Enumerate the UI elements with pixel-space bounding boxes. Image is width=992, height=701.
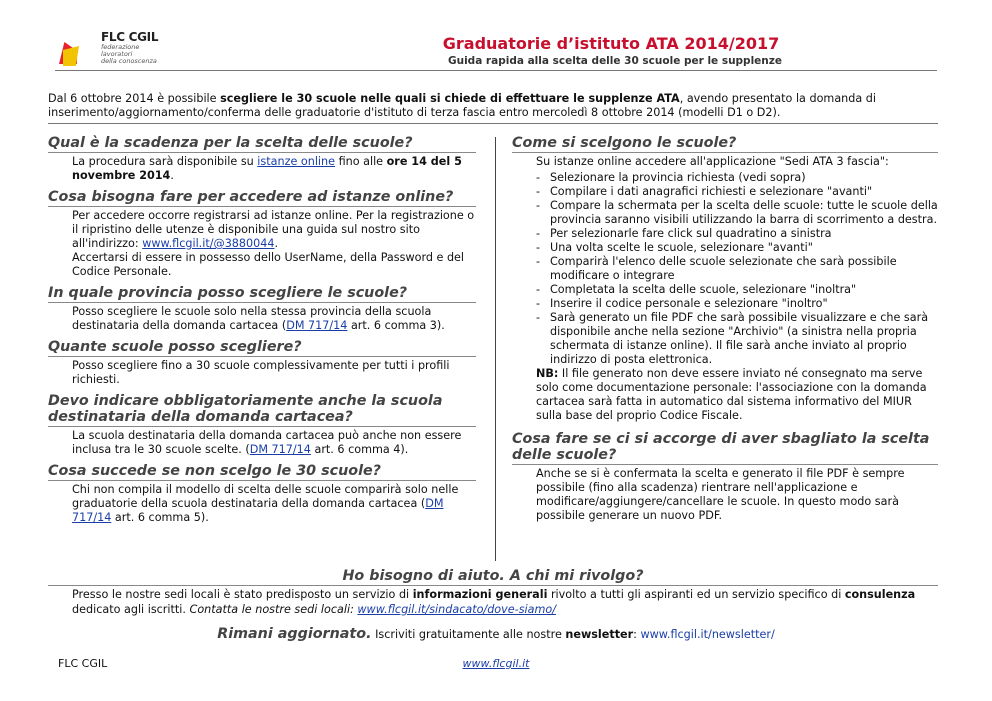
step-item: - Comparirà l'elenco delle scuole selezionate che sarà possibile modificare o integrare xyxy=(536,255,938,283)
question-mistake: Cosa fare se ci si accorge di aver sbagliato la scelta delle scuole? xyxy=(512,431,938,465)
answer-no-choice xyxy=(48,483,476,525)
steps-intro: Su istanze online accedere all'applicazione "Sedi ATA 3 fascia": xyxy=(536,155,889,168)
help-text: dedicato agli iscritti. xyxy=(72,602,190,616)
dm-717-link[interactable]: DM 717/14 xyxy=(286,319,348,332)
answer-text: art. 6 comma 3). xyxy=(347,319,445,332)
answer-access xyxy=(48,209,476,279)
deadline-bold: ore 14 del 5 novembre 2014 xyxy=(72,155,462,182)
answer-how-many: Posso scegliere fino a 30 scuole complessivamente per tutti i profili richiesti. xyxy=(72,359,450,386)
left-column xyxy=(48,135,476,531)
question-how-many: Quante scuole posso scegliere? xyxy=(48,339,476,357)
intro-bold: scegliere le 30 scuole nelle quali si chiede di effettuare le supplenze ATA xyxy=(220,92,680,105)
step-item: - Sarà generato un file PDF che sarà possibile visualizzare e che sarà disponibile anche nella sezione "Archivio" (a sinistra nella propria schermata di istanze online). Il file sarà anche inviato al proprio indirizzo di posta elettronica. xyxy=(536,311,938,367)
column-divider xyxy=(495,137,496,561)
dm-717-link[interactable]: DM 717/14 xyxy=(72,497,444,524)
question-no-choice: Cosa succede se non scelgo le 30 scuole? xyxy=(48,463,476,481)
step-item: - Selezionare la provincia richiesta (vedi sopra) xyxy=(536,171,938,185)
answer-text: La scuola destinataria della domanda cartacea può anche non essere inclusa tra le 30 scuole scelte. ( xyxy=(72,429,462,456)
question-access: Cosa bisogna fare per accedere ad istanze online? xyxy=(48,189,476,207)
answer-text: art. 6 comma 5). xyxy=(111,511,209,524)
logo-subtitle-1: federazione xyxy=(101,43,140,51)
answer-deadline xyxy=(48,155,476,183)
answer-mandatory xyxy=(48,429,476,457)
newsletter-label: Rimani aggiornato. xyxy=(217,626,372,642)
answer-text: Accertarsi di essere in possesso dello UserName, della Password e del Codice Personale. xyxy=(72,251,465,278)
guide-link[interactable]: www.flcgil.it/@3880044 xyxy=(142,237,275,250)
footer-org: FLC CGIL xyxy=(58,657,108,670)
answer-text: . xyxy=(170,169,174,182)
answer-province xyxy=(48,305,476,333)
page-title: Graduatorie d’istituto ATA 2014/2017 xyxy=(442,34,780,53)
logo-subtitle-3: della conoscenza xyxy=(101,57,157,65)
logo-name: FLC CGIL xyxy=(101,30,159,44)
logo-subtitle-2: lavoratori xyxy=(101,50,133,58)
intro-divider xyxy=(48,123,938,124)
nb-text: Il file generato non deve essere inviato né consegnato ma serve solo come documentazione personale: l'associazione con la domanda cartacea sarà fatta in automatico dal sistema informativo del MIUR sulla base del proprio Codice Fiscale. xyxy=(536,367,927,422)
nb-note xyxy=(512,367,938,423)
newsletter-bold: newsletter xyxy=(565,628,634,641)
steps-list xyxy=(512,171,938,367)
intro-text-1: Dal 6 ottobre 2014 è possibile xyxy=(48,92,221,105)
footer-link-wrap xyxy=(0,657,992,670)
step-item: - Completata la scelta delle scuole, selezionare "inoltra" xyxy=(536,283,938,297)
right-column xyxy=(512,135,938,529)
dove-siamo-link[interactable]: www.flcgil.it/sindacato/dove-siamo/ xyxy=(357,602,556,616)
answer-text: . xyxy=(274,237,279,250)
answer-text: La procedura sarà disponibile su xyxy=(72,155,258,168)
answer-text: Per accedere occorre registrarsi ad istanze online. Per la registrazione o il ripristino delle utenze è disponibile una guida sul nostro sito all'indirizzo: xyxy=(72,209,475,250)
newsletter-line xyxy=(0,626,992,642)
newsletter-text: Iscriviti gratuitamente alle nostre xyxy=(371,628,566,641)
step-item: - Per selezionarle fare click sul quadratino a sinistra xyxy=(536,227,938,241)
answer-text: Chi non compila il modello di scelta delle scuole comparirà solo nelle graduatorie della scuola destinataria della domanda cartacea ( xyxy=(72,483,459,510)
step-item: - Una volta scelte le scuole, selezionare "avanti" xyxy=(536,241,938,255)
dm-717-link[interactable]: DM 717/14 xyxy=(249,443,311,456)
question-deadline: Qual è la scadenza per la scelta delle scuole? xyxy=(48,135,476,153)
newsletter-text: : xyxy=(633,628,641,641)
header-divider xyxy=(55,70,937,71)
answer-mistake: Anche se si è confermata la scelta e generato il file PDF è sempre possibile (fino alla scadenza) rientrare nell'applicazione e modificare/aggiungere/cancellare le scuole. In questo modo sarà possibile generare un nuovo PDF. xyxy=(536,467,905,522)
answer-text: fino alle xyxy=(335,155,387,168)
intro-text-2: , avendo presentato la domanda di inserimento/aggiornamento/conferma delle graduatorie d'istituto di terza fascia entro mercoledì 8 ottobre 2014 (modelli D1 o D2). xyxy=(48,92,876,119)
help-text: Presso le nostre sedi locali è stato predisposto un servizio di xyxy=(72,588,413,601)
step-item: - Inserire il codice personale e selezionare "inoltro" xyxy=(536,297,938,311)
question-province: In quale provincia posso scegliere le scuole? xyxy=(48,285,476,303)
footer-site-link[interactable]: www.flcgil.it xyxy=(462,657,530,670)
question-help: Ho bisogno di aiuto. A chi mi rivolgo? xyxy=(48,568,938,586)
step-item: - Compare la schermata per la scelta delle scuole: tutte le scuole della provincia saranno visibili utilizzando la barra di scorrimento a destra. xyxy=(536,199,938,227)
istanze-online-link[interactable]: istanze online xyxy=(257,155,336,168)
help-bold: consulenza xyxy=(844,588,916,601)
newsletter-link[interactable]: www.flcgil.it/newsletter/ xyxy=(640,628,775,641)
question-how-choose: Come si scelgono le scuole? xyxy=(512,135,938,153)
help-text: rivolto a tutti gli aspiranti ed un servizio specifico di xyxy=(547,588,845,601)
question-mandatory: Devo indicare obbligatoriamente anche la scuola destinataria della domanda cartacea? xyxy=(48,393,476,427)
help-italic: Contatta le nostre sedi locali: xyxy=(189,602,358,616)
nb-label: NB: xyxy=(536,367,559,380)
step-item: - Compilare i dati anagrafici richiesti e selezionare "avanti" xyxy=(536,185,938,199)
answer-text: Posso scegliere le scuole solo nella stessa provincia della scuola destinataria della domanda cartacea ( xyxy=(72,305,432,332)
answer-text: art. 6 comma 4). xyxy=(310,443,409,456)
help-bold: informazioni generali xyxy=(412,588,548,601)
page-subtitle: Guida rapida alla scelta delle 30 scuole per le supplenze xyxy=(447,55,783,67)
intro-paragraph xyxy=(48,92,938,120)
answer-help xyxy=(72,588,932,617)
